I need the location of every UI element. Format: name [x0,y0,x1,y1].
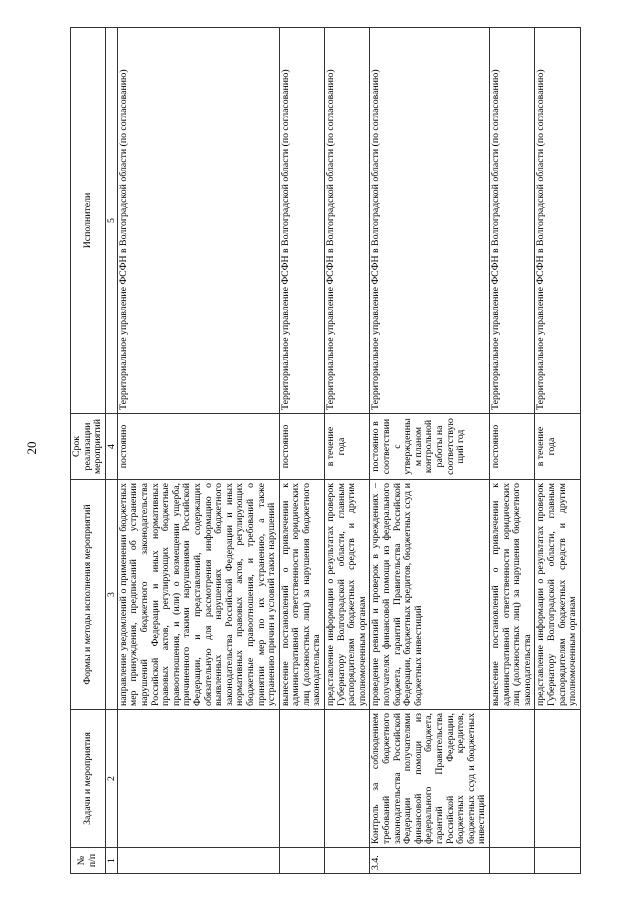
row-number [325,848,370,874]
row-term: постоянно в соответствии с утвержденным планом контрольной работы на соответствующий год [370,414,490,480]
row-task [117,710,279,848]
row-task [279,710,324,848]
row-term: в течение года [535,414,580,480]
column-number: 3 [105,480,117,710]
row-form: представление информации о результатах проверок Губернатору Волгоградской области, главным распорядителям бюджетных средств и другим уполномоченным органам [325,480,370,710]
table-row [370,28,490,874]
row-term: постоянно [489,414,534,480]
column-number: 1 [105,848,117,874]
page-number: 20 [24,441,39,455]
row-form: направление уведомлений о применении бюджетных мер принуждения, предписаний об устранении нарушений бюджетного законодательства Российской Федерации и иных нормативных правовых актов, регулирующих бюджетные правоотношения, и (или) о возмещении ущерба, причиненного такими нарушениями Российской Федерации, и представлений, содержащих обязательную для рассмотрения информацию о выявленных нарушениях бюджетного законодательства Российской Федерации и иных нормативных правовых актов, регулирующих бюджетные правоотношения, и требований о принятии мер по их устранению, а также устранению причин и условий таких нарушений [117,480,279,710]
table-row [489,28,534,874]
header-forms: Формы и методы исполнения мероприятий [71,480,106,710]
row-executor: Территориальное управление ФСФН в Волгоградской области (по согласованию) [489,28,534,414]
row-number: 3.4. [370,848,490,874]
header-number: № п/п [71,848,106,874]
column-number: 5 [105,28,117,414]
measures-table [70,27,581,874]
row-task: Контроль за соблюдением требований бюджетного законодательства Российской Федерации получателями финансовой помощи из федерального бюджета, гарантий Правительства Российской Федерации, бюджетных кредитов, бюджетных ссуд и бюджетных инвестиций [370,710,490,848]
row-executor: Территориальное управление ФСФН в Волгоградской области (по согласованию) [535,28,580,414]
row-form: вынесение постановлений о привлечении к административной ответственности юридических лиц (должностных лиц) за нарушения бюджетного законодательства [279,480,324,710]
row-task [535,710,580,848]
row-number [489,848,534,874]
row-executor: Территориальное управление ФСФН в Волгоградской области (по согласованию) [279,28,324,414]
row-task [489,710,534,848]
table-row [535,28,580,874]
table-row [117,28,279,874]
row-number [535,848,580,874]
row-number [279,848,324,874]
rotated-table-container [70,28,615,874]
header-term: Срок реализации мероприятий [71,414,106,480]
column-number-row [105,28,117,874]
row-term: постоянно [279,414,324,480]
table-header-row [71,28,106,874]
row-form: вынесение постановлений о привлечении к административной ответственности юридических лиц (должностных лиц) за нарушения бюджетного законодательства [489,480,534,710]
row-term: постоянно [117,414,279,480]
column-number: 2 [105,710,117,848]
row-term: в течение года [325,414,370,480]
row-executor: Территориальное управление ФСФН в Волгоградской области (по согласованию) [370,28,490,414]
table-row [325,28,370,874]
header-executors: Исполнители [71,28,106,414]
row-form: представление информации о результатах проверок Губернатору Волгоградской области, главным распорядителям бюджетных средств и другим уполномоченным органам [535,480,580,710]
row-task [325,710,370,848]
column-number: 4 [105,414,117,480]
table-row [279,28,324,874]
header-tasks: Задачи и мероприятия [71,710,106,848]
row-executor: Территориальное управление ФСФН в Волгоградской области (по согласованию) [117,28,279,414]
row-form: проведение ревизий и проверок в учреждениях – получателях финансовой помощи из федерального бюджета, гарантий Правительства Российской Федерации, бюджетных кредитов, бюджетных ссуд и бюджетных инвестиций [370,480,490,710]
row-executor: Территориальное управление ФСФН в Волгоградской области (по согласованию) [325,28,370,414]
row-number [117,848,279,874]
